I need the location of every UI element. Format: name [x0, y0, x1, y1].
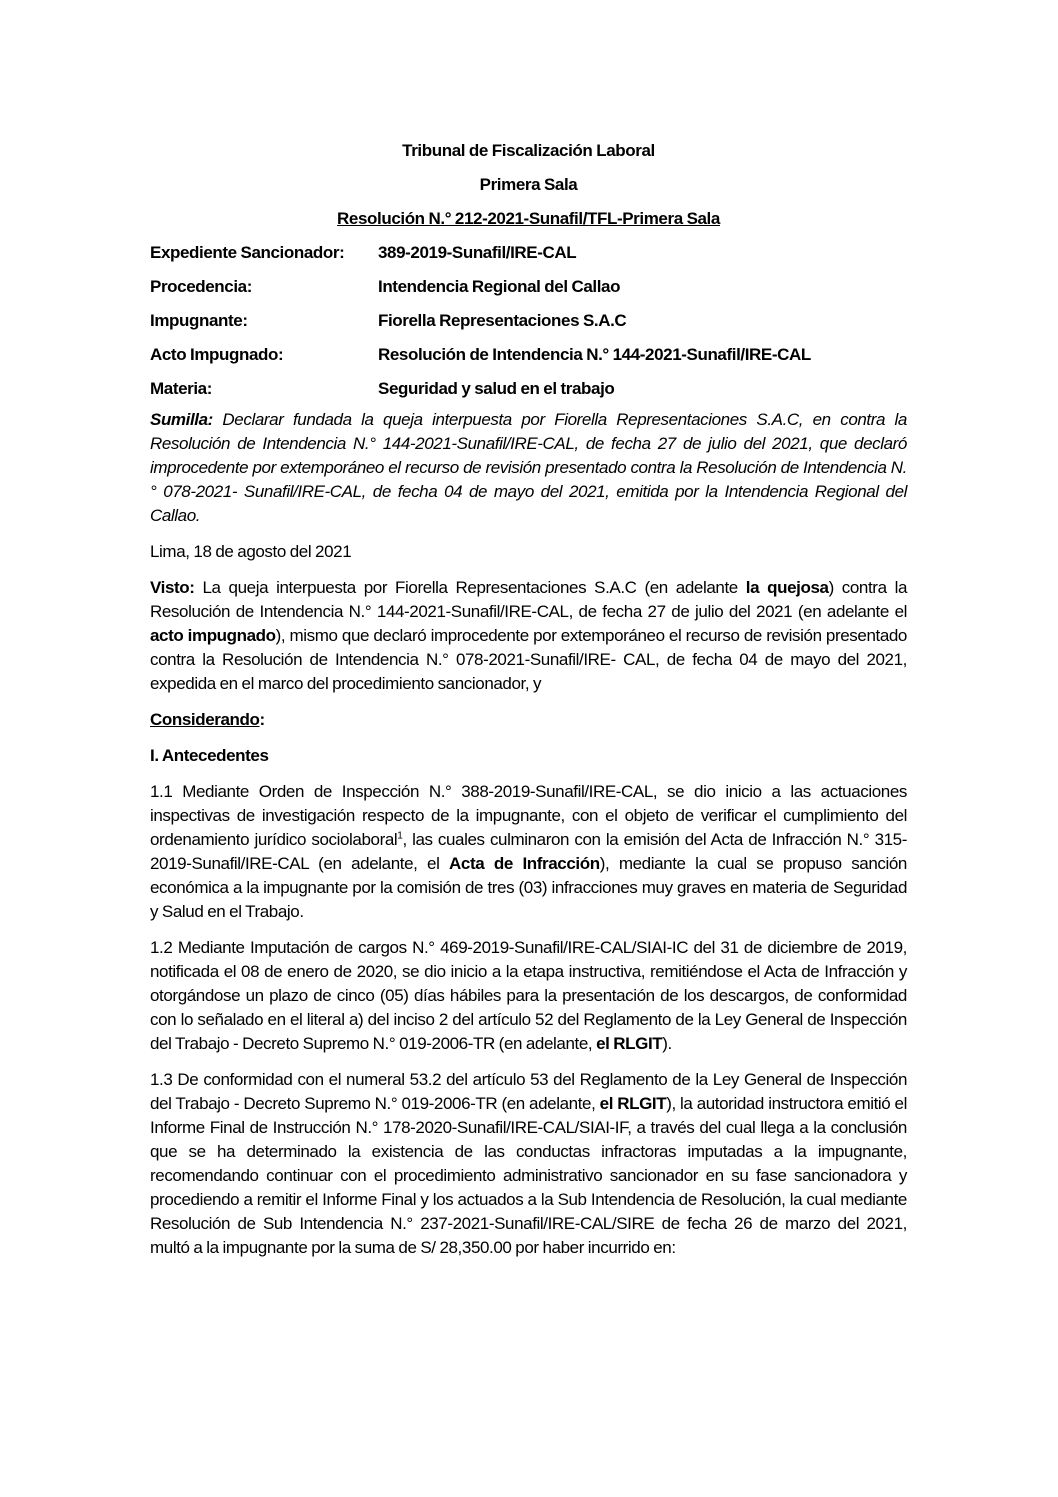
footnote-marker[interactable]: 1: [397, 830, 403, 842]
visto-bold-quejosa: la quejosa: [745, 578, 829, 597]
document-page: [150, 134, 907, 1260]
paragraph-text: ), mediante la cual se propuso sanción económica a la impugnante por la comisión de tres (03) infracciones muy graves en materia de Seguridad y Salud en el Trabajo.: [150, 854, 907, 921]
meta-row-impugnante: [150, 304, 907, 338]
meta-row-expediente: [150, 236, 907, 270]
meta-row-acto-impugnado: [150, 338, 907, 372]
considerando-text: Considerando: [150, 710, 260, 729]
meta-label: Impugnante:: [150, 311, 248, 330]
meta-row-materia: [150, 372, 907, 406]
meta-value: Seguridad y salud en el trabajo: [378, 379, 615, 398]
resolution-number: Resolución N.° 212-2021-Sunafil/TFL-Primera Sala: [337, 209, 720, 228]
meta-label: Expediente Sancionador:: [150, 243, 345, 262]
considerando-colon: :: [259, 710, 265, 729]
bold-acta-infraccion: Acta de Infracción: [449, 854, 600, 873]
paragraph-text: ).: [662, 1034, 672, 1053]
meta-value: 389-2019-Sunafil/IRE-CAL: [378, 243, 577, 262]
meta-row-procedencia: [150, 270, 907, 304]
visto-text: ), mismo que declaró improcedente por extemporáneo el recurso de revisión presentado contra la Resolución de Intendencia N.° 078-2021-Sunafil/IRE- CAL, de fecha 04 de mayo del 2021, expedida en el marco del procedimiento sancionador, y: [150, 626, 907, 693]
sala-title: Primera Sala: [479, 175, 578, 194]
visto-text: La queja interpuesta por Fiorella Representaciones S.A.C (en adelante: [194, 578, 746, 597]
meta-value: Resolución de Intendencia N.° 144-2021-Sunafil/IRE-CAL: [378, 345, 811, 364]
section-title-antecedentes: I. Antecedentes: [150, 746, 269, 765]
paragraph-text: 1.2 Mediante Imputación de cargos N.° 469-2019-Sunafil/IRE-CAL/SIAI-IC del 31 de diciembre de 2019, notificada el 08 de enero de 2020, se dio inicio a la etapa instructiva, remitiéndose el Acta de Infracción y otorgándose un plazo de cinco (05) días hábiles para la presentación de los descargos, de conformidad con lo señalado en el literal a) del inciso 2 del artículo 52 del Reglamento de la Ley General de Inspección del Trabajo - Decreto Supremo N.° 019-2006-TR (en adelante,: [150, 938, 907, 1053]
considerando-heading: [150, 708, 907, 732]
date-line: Lima, 18 de agosto del 2021: [150, 542, 352, 561]
paragraph-1-3: [150, 1068, 907, 1260]
paragraph-text: ), la autoridad instructora emitió el Informe Final de Instrucción N.° 178-2020-Sunafil/IRE-CAL/SIAI-IF, a través del cual llega a la conclusión que se ha determinado la existencia de las conductas infractoras imputadas a la impugnante, recomendando continuar con el procedimiento administrativo sancionador en su fase sancionadora y procediendo a remitir el Informe Final y los actuados a la Sub Intendencia de Resolución, la cual mediante Resolución de Sub Intendencia N.° 237-2021-Sunafil/IRE-CAL/SIRE de fecha 26 de marzo del 2021, multó a la impugnante por la suma de S/ 28,350.00 por haber incurrido en:: [150, 1094, 907, 1257]
paragraph-text: 1.1 Mediante Orden de Inspección N.° 388-2019-Sunafil/IRE-CAL, se dio inicio a las actuaciones inspectivas de investigación respecto de la impugnante, con el objeto de verificar el cumplimiento del ordenamiento jurídico sociolaboral: [150, 782, 907, 849]
meta-value: Fiorella Representaciones S.A.C: [378, 311, 627, 330]
tribunal-title: Tribunal de Fiscalización Laboral: [402, 141, 655, 160]
visto-bold-acto: acto impugnado: [150, 626, 276, 645]
paragraph-1-1: [150, 780, 907, 924]
bold-rlgit: el RLGIT: [599, 1094, 667, 1113]
sumilla-text: Declarar fundada la queja interpuesta por Fiorella Representaciones S.A.C, en contra la Resolución de Intendencia N.° 144-2021-Sunafil/IRE-CAL, de fecha 27 de julio del 2021, que declaró improcedente por extemporáneo el recurso de revisión presentado contra la Resolución de Intendencia N.° 078-2021- Sunafil/IRE-CAL, de fecha 04 de mayo del 2021, emitida por la Intendencia Regional del Callao.: [150, 410, 907, 525]
paragraph-1-2: [150, 936, 907, 1056]
meta-label: Acto Impugnado:: [150, 345, 284, 364]
bold-rlgit: el RLGIT: [596, 1034, 663, 1053]
meta-label: Materia:: [150, 379, 212, 398]
meta-label: Procedencia:: [150, 277, 252, 296]
paragraph-text: , las cuales culminaron con la emisión del Acta de Infracción N.° 315-2019-Sunafil/IRE-CAL (en adelante, el: [150, 830, 907, 873]
sumilla-paragraph: [150, 408, 907, 528]
paragraph-text: 1.3 De conformidad con el numeral 53.2 del artículo 53 del Reglamento de la Ley General de Inspección del Trabajo - Decreto Supremo N.° 019-2006-TR (en adelante,: [150, 1070, 907, 1113]
meta-value: Intendencia Regional del Callao: [378, 277, 621, 296]
visto-text: ) contra la Resolución de Intendencia N.° 144-2021-Sunafil/IRE-CAL, de fecha 27 de julio del 2021 (en adelante el: [150, 578, 907, 621]
visto-label: Visto:: [150, 578, 195, 597]
sumilla-label: Sumilla:: [150, 410, 213, 429]
visto-paragraph: [150, 576, 907, 696]
